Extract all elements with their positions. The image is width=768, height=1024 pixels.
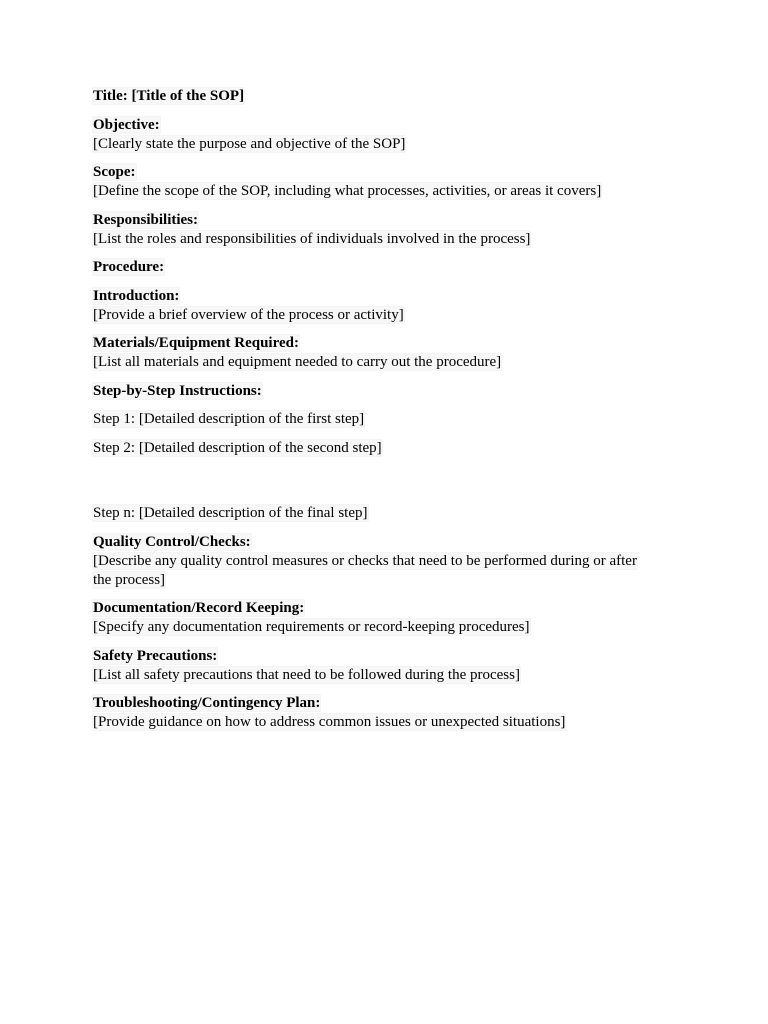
introduction-section xyxy=(93,287,673,325)
introduction-text: [Provide a brief overview of the process or activity] xyxy=(93,306,404,323)
documentation-text: [Specify any documentation requirements or record-keeping procedures] xyxy=(93,619,530,635)
safety-heading: Safety Precautions: xyxy=(93,647,218,664)
step-2-paragraph xyxy=(93,439,673,458)
step-1-text: Step 1: [Detailed description of the first step] xyxy=(93,411,365,427)
materials-section xyxy=(93,334,673,372)
materials-text: [List all materials and equipment needed to carry out the procedure] xyxy=(93,354,502,370)
documentation-heading: Documentation/Record Keeping: xyxy=(93,600,305,616)
safety-section xyxy=(93,647,673,685)
troubleshooting-section xyxy=(93,694,673,732)
responsibilities-heading: Responsibilities: xyxy=(93,211,199,228)
blank-space xyxy=(93,467,673,504)
responsibilities-section xyxy=(93,211,673,249)
scope-section xyxy=(93,163,673,201)
objective-section xyxy=(93,116,673,154)
step-n-paragraph xyxy=(93,504,673,523)
procedure-heading: Procedure: xyxy=(93,259,165,275)
quality-text-line-2: the process] xyxy=(93,571,166,588)
materials-heading: Materials/Equipment Required: xyxy=(93,335,299,351)
scope-heading: Scope: xyxy=(93,164,136,180)
introduction-heading: Introduction: xyxy=(93,287,180,304)
step-1-paragraph xyxy=(93,410,673,429)
procedure-section xyxy=(93,258,673,277)
documentation-section xyxy=(93,599,673,637)
troubleshooting-text: [Provide guidance on how to address common issues or unexpected situations] xyxy=(93,714,566,730)
safety-text: [List all safety precautions that need to be followed during the process] xyxy=(93,666,520,683)
quality-heading: Quality Control/Checks: xyxy=(93,533,251,550)
troubleshooting-heading: Troubleshooting/Contingency Plan: xyxy=(93,695,321,711)
instructions-heading: Step-by-Step Instructions: xyxy=(93,382,262,399)
instructions-section xyxy=(93,382,673,401)
objective-text: [Clearly state the purpose and objective of the SOP] xyxy=(93,135,406,152)
objective-heading: Objective: xyxy=(93,116,160,133)
document-title: Title: [Title of the SOP] xyxy=(93,88,245,104)
step-n-text: Step n: [Detailed description of the final step] xyxy=(93,505,368,521)
step-2-text: Step 2: [Detailed description of the second step] xyxy=(93,439,382,456)
document-body xyxy=(93,87,673,742)
responsibilities-text: [List the roles and responsibilities of individuals involved in the process] xyxy=(93,230,531,247)
quality-section xyxy=(93,533,673,590)
quality-text-line-1: [Describe any quality control measures or checks that need to be performed during or after xyxy=(93,552,637,569)
title-paragraph xyxy=(93,87,673,106)
scope-text: [Define the scope of the SOP, including what processes, activities, or areas it covers] xyxy=(93,183,602,199)
